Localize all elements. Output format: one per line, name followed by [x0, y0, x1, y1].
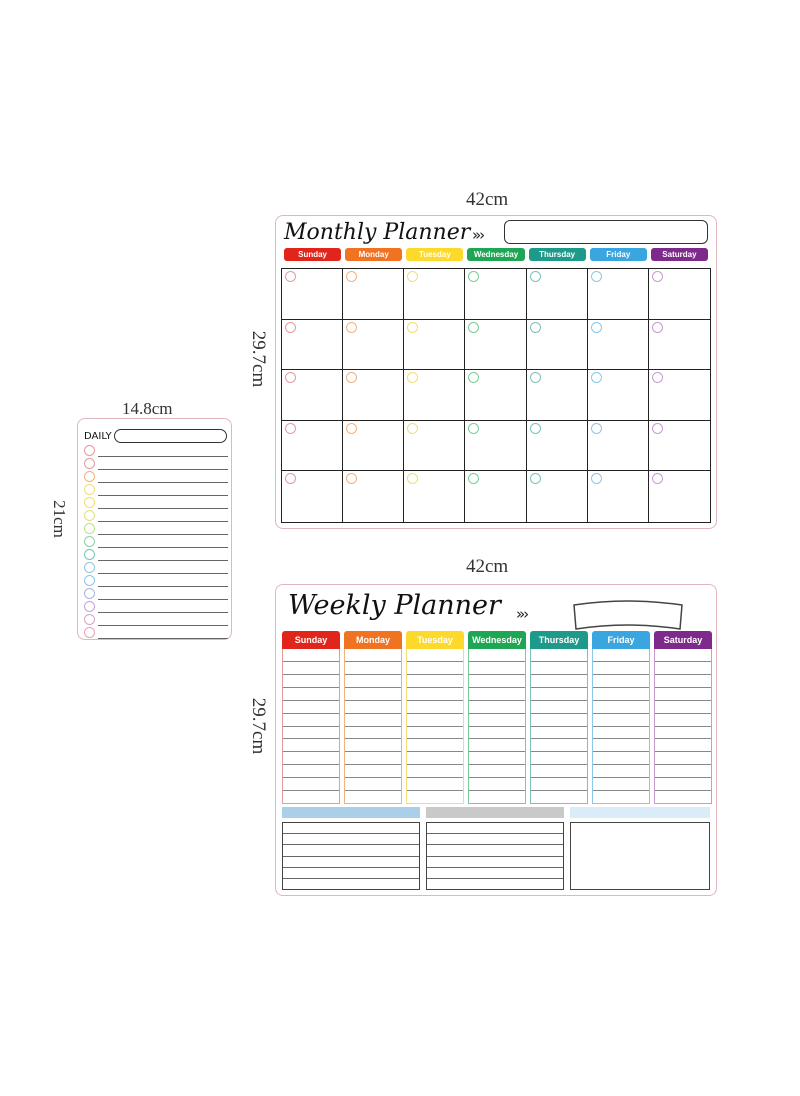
notes-lined-box-2[interactable]	[426, 822, 564, 890]
daily-date-field[interactable]	[114, 429, 227, 443]
calendar-day-cell[interactable]	[343, 370, 404, 421]
weekly-day-header	[282, 631, 712, 649]
date-circle-icon	[346, 322, 357, 333]
weekly-line	[469, 714, 525, 727]
date-circle-icon	[407, 423, 418, 434]
calendar-day-cell[interactable]	[527, 320, 588, 371]
date-circle-icon	[652, 423, 663, 434]
monthly-calendar-grid	[281, 268, 711, 523]
weekly-line	[407, 752, 463, 765]
calendar-day-cell[interactable]	[282, 269, 343, 320]
weekly-width-label: 42cm	[466, 556, 509, 577]
monthly-height-label: 29.7cm	[248, 330, 269, 388]
weekly-line	[531, 765, 587, 778]
date-circle-icon	[652, 322, 663, 333]
notes-line	[283, 834, 419, 845]
checkbox-circle-icon[interactable]	[84, 627, 95, 638]
weekly-line	[345, 765, 401, 778]
weekly-line	[655, 791, 711, 803]
date-circle-icon	[591, 473, 602, 484]
calendar-day-cell[interactable]	[343, 421, 404, 472]
task-line	[98, 573, 228, 574]
date-circle-icon	[468, 372, 479, 383]
calendar-day-cell[interactable]	[649, 320, 710, 371]
weekly-line	[531, 791, 587, 803]
notes-line	[283, 823, 419, 834]
weekly-line	[593, 675, 649, 688]
monthly-width-label: 42cm	[466, 189, 509, 210]
weekly-line	[345, 675, 401, 688]
weekly-line	[469, 649, 525, 662]
weekly-line	[593, 727, 649, 740]
notes-line	[427, 879, 563, 889]
calendar-day-cell[interactable]	[588, 370, 649, 421]
weekly-line	[345, 714, 401, 727]
calendar-day-cell[interactable]	[527, 471, 588, 522]
weekly-day-saturday: Saturday	[654, 631, 712, 649]
calendar-day-cell[interactable]	[465, 320, 526, 371]
checkbox-circle-icon[interactable]	[84, 497, 95, 508]
weekly-line	[593, 752, 649, 765]
weekly-line	[531, 714, 587, 727]
calendar-day-cell[interactable]	[282, 370, 343, 421]
weekly-day-monday: Monday	[344, 631, 402, 649]
checkbox-circle-icon[interactable]	[84, 523, 95, 534]
weekly-line	[283, 765, 339, 778]
task-line	[98, 456, 228, 457]
daily-task-row[interactable]	[84, 471, 228, 484]
notes-line	[427, 823, 563, 834]
task-line	[98, 586, 228, 587]
checkbox-circle-icon[interactable]	[84, 536, 95, 547]
notes-line	[427, 857, 563, 868]
weekly-line	[345, 701, 401, 714]
weekly-line	[469, 752, 525, 765]
weekly-day-columns	[282, 649, 712, 804]
checkbox-circle-icon[interactable]	[84, 549, 95, 560]
checkbox-circle-icon[interactable]	[84, 614, 95, 625]
monthly-day-sunday: Sunday	[284, 248, 341, 261]
task-line	[98, 560, 228, 561]
weekly-column-saturday[interactable]	[654, 649, 712, 804]
weekly-line	[407, 675, 463, 688]
calendar-day-cell[interactable]	[588, 269, 649, 320]
task-line	[98, 495, 228, 496]
weekly-line	[345, 778, 401, 791]
weekly-line	[593, 739, 649, 752]
date-circle-icon	[468, 322, 479, 333]
weekly-line	[531, 752, 587, 765]
weekly-line	[283, 714, 339, 727]
weekly-line	[283, 739, 339, 752]
weekly-line	[655, 675, 711, 688]
monthly-month-field[interactable]	[504, 220, 708, 244]
date-circle-icon	[285, 423, 296, 434]
task-line	[98, 508, 228, 509]
monthly-day-header	[284, 248, 708, 261]
weekly-line	[469, 791, 525, 803]
date-circle-icon	[346, 271, 357, 282]
calendar-day-cell[interactable]	[404, 269, 465, 320]
date-circle-icon	[346, 423, 357, 434]
notes-line	[427, 834, 563, 845]
date-circle-icon	[530, 271, 541, 282]
weekly-line	[407, 688, 463, 701]
date-circle-icon	[652, 372, 663, 383]
task-line	[98, 625, 228, 626]
monthly-day-tuesday: Tuesday	[406, 248, 463, 261]
weekly-line	[469, 688, 525, 701]
weekly-line	[345, 649, 401, 662]
calendar-day-cell[interactable]	[343, 320, 404, 371]
weekly-line	[283, 688, 339, 701]
weekly-line	[345, 662, 401, 675]
monthly-planner-board	[275, 215, 717, 529]
weekly-line	[655, 739, 711, 752]
weekly-line	[593, 778, 649, 791]
weekly-column-wednesday[interactable]	[468, 649, 526, 804]
date-circle-icon	[530, 473, 541, 484]
weekly-line	[345, 752, 401, 765]
notes-section-bar-2	[426, 807, 564, 818]
date-circle-icon	[468, 423, 479, 434]
notes-line	[283, 845, 419, 856]
weekly-column-sunday[interactable]	[282, 649, 340, 804]
weekly-line	[593, 649, 649, 662]
daily-task-row[interactable]	[84, 562, 228, 575]
weekly-column-friday[interactable]	[592, 649, 650, 804]
task-line	[98, 482, 228, 483]
weekly-line	[655, 662, 711, 675]
weekly-line	[593, 714, 649, 727]
calendar-day-cell[interactable]	[282, 471, 343, 522]
checkbox-circle-icon[interactable]	[84, 471, 95, 482]
weekly-day-friday: Friday	[592, 631, 650, 649]
date-circle-icon	[407, 271, 418, 282]
checkbox-circle-icon[interactable]	[84, 588, 95, 599]
task-line	[98, 638, 228, 639]
calendar-day-cell[interactable]	[343, 471, 404, 522]
date-circle-icon	[346, 473, 357, 484]
weekly-line	[531, 727, 587, 740]
weekly-line	[531, 739, 587, 752]
checkbox-circle-icon[interactable]	[84, 601, 95, 612]
weekly-line	[283, 675, 339, 688]
calendar-day-cell[interactable]	[649, 421, 710, 472]
calendar-day-cell[interactable]	[588, 320, 649, 371]
monthly-day-monday: Monday	[345, 248, 402, 261]
date-circle-icon	[407, 372, 418, 383]
weekly-line	[593, 765, 649, 778]
weekly-line	[407, 727, 463, 740]
weekly-line	[407, 649, 463, 662]
date-circle-icon	[530, 423, 541, 434]
date-circle-icon	[468, 473, 479, 484]
weekly-line	[655, 765, 711, 778]
weekly-planner-title: Weekly Planner	[288, 590, 501, 621]
daily-planner-board	[77, 418, 232, 640]
task-line	[98, 547, 228, 548]
calendar-day-cell[interactable]	[465, 471, 526, 522]
date-circle-icon	[591, 423, 602, 434]
date-circle-icon	[285, 271, 296, 282]
weekly-line	[593, 791, 649, 803]
checkbox-circle-icon[interactable]	[84, 484, 95, 495]
notes-blank-box[interactable]	[570, 822, 710, 890]
task-line	[98, 599, 228, 600]
weekly-line	[531, 778, 587, 791]
date-circle-icon	[591, 271, 602, 282]
daily-task-row[interactable]	[84, 484, 228, 497]
date-circle-icon	[285, 372, 296, 383]
calendar-day-cell[interactable]	[282, 320, 343, 371]
calendar-day-cell[interactable]	[588, 421, 649, 472]
date-circle-icon	[530, 322, 541, 333]
task-line	[98, 534, 228, 535]
date-circle-icon	[346, 372, 357, 383]
daily-planner-title: DAILY	[84, 431, 112, 442]
checkbox-circle-icon[interactable]	[84, 562, 95, 573]
weekly-height-label: 29.7cm	[248, 697, 269, 755]
weekly-line	[469, 739, 525, 752]
weekly-line	[655, 688, 711, 701]
notes-section-bar-1	[282, 807, 420, 818]
calendar-day-cell[interactable]	[649, 269, 710, 320]
monthly-day-saturday: Saturday	[651, 248, 708, 261]
weekly-line	[531, 675, 587, 688]
date-circle-icon	[652, 473, 663, 484]
date-circle-icon	[530, 372, 541, 383]
calendar-day-cell[interactable]	[527, 370, 588, 421]
weekly-day-thursday: Thursday	[530, 631, 588, 649]
calendar-day-cell[interactable]	[649, 471, 710, 522]
checkbox-circle-icon[interactable]	[84, 445, 95, 456]
weekly-line	[407, 701, 463, 714]
checkbox-circle-icon[interactable]	[84, 575, 95, 586]
weekly-line	[345, 688, 401, 701]
weekly-line	[407, 662, 463, 675]
calendar-day-cell[interactable]	[343, 269, 404, 320]
calendar-day-cell[interactable]	[404, 370, 465, 421]
weekly-line	[469, 778, 525, 791]
weekly-line	[655, 752, 711, 765]
weekly-line	[655, 701, 711, 714]
daily-task-row[interactable]	[84, 614, 228, 627]
notes-line	[427, 845, 563, 856]
date-circle-icon	[407, 322, 418, 333]
calendar-day-cell[interactable]	[282, 421, 343, 472]
checkbox-circle-icon[interactable]	[84, 510, 95, 521]
daily-task-row[interactable]	[84, 536, 228, 549]
weekly-line	[283, 752, 339, 765]
weekly-line	[407, 765, 463, 778]
task-line	[98, 521, 228, 522]
calendar-day-cell[interactable]	[404, 320, 465, 371]
weekly-line	[469, 727, 525, 740]
calendar-day-cell[interactable]	[465, 370, 526, 421]
daily-task-row[interactable]	[84, 523, 228, 536]
weekly-day-sunday: Sunday	[282, 631, 340, 649]
calendar-day-cell[interactable]	[465, 421, 526, 472]
notes-lined-box-1[interactable]	[282, 822, 420, 890]
daily-task-row[interactable]	[84, 627, 228, 640]
weekly-line	[283, 701, 339, 714]
date-circle-icon	[652, 271, 663, 282]
calendar-day-cell[interactable]	[404, 471, 465, 522]
monthly-day-friday: Friday	[590, 248, 647, 261]
monthly-planner-title: Monthly Planner	[284, 220, 471, 245]
weekly-line	[655, 727, 711, 740]
weekly-line	[345, 727, 401, 740]
calendar-day-cell[interactable]	[649, 370, 710, 421]
task-line	[98, 469, 228, 470]
weekly-line	[283, 727, 339, 740]
weekly-line	[655, 714, 711, 727]
weekly-line	[345, 791, 401, 803]
weekly-line	[531, 649, 587, 662]
weekly-day-tuesday: Tuesday	[406, 631, 464, 649]
calendar-day-cell[interactable]	[527, 421, 588, 472]
date-circle-icon	[407, 473, 418, 484]
checkbox-circle-icon[interactable]	[84, 458, 95, 469]
weekly-line	[531, 662, 587, 675]
weekly-column-monday[interactable]	[344, 649, 402, 804]
arrows-icon: »›	[472, 226, 484, 244]
daily-height-label: 21cm	[50, 500, 69, 538]
weekly-planner-board	[275, 584, 717, 896]
weekly-line	[593, 662, 649, 675]
notes-line	[283, 857, 419, 868]
daily-task-row[interactable]	[84, 549, 228, 562]
task-line	[98, 612, 228, 613]
date-circle-icon	[468, 271, 479, 282]
notes-line	[283, 879, 419, 889]
weekly-line	[345, 739, 401, 752]
date-circle-icon	[285, 473, 296, 484]
weekly-line	[531, 701, 587, 714]
arrows-icon: »›	[516, 605, 528, 623]
weekly-line	[593, 688, 649, 701]
weekly-line	[283, 791, 339, 803]
week-banner-field[interactable]	[572, 599, 684, 631]
notes-line	[427, 868, 563, 879]
weekly-line	[407, 778, 463, 791]
weekly-day-wednesday: Wednesday	[468, 631, 526, 649]
daily-task-row[interactable]	[84, 458, 228, 471]
daily-width-label: 14.8cm	[122, 399, 173, 418]
calendar-day-cell[interactable]	[588, 471, 649, 522]
weekly-line	[469, 701, 525, 714]
date-circle-icon	[591, 322, 602, 333]
weekly-column-thursday[interactable]	[530, 649, 588, 804]
weekly-line	[469, 675, 525, 688]
weekly-line	[655, 649, 711, 662]
weekly-line	[407, 714, 463, 727]
weekly-line	[283, 778, 339, 791]
weekly-line	[469, 765, 525, 778]
weekly-line	[283, 649, 339, 662]
daily-task-row[interactable]	[84, 601, 228, 614]
daily-task-row[interactable]	[84, 445, 228, 458]
daily-task-row[interactable]	[84, 575, 228, 588]
monthly-day-thursday: Thursday	[529, 248, 586, 261]
date-circle-icon	[285, 322, 296, 333]
weekly-line	[469, 662, 525, 675]
weekly-line	[531, 688, 587, 701]
weekly-line	[655, 778, 711, 791]
weekly-line	[283, 662, 339, 675]
daily-task-row[interactable]	[84, 497, 228, 510]
calendar-day-cell[interactable]	[527, 269, 588, 320]
daily-task-row[interactable]	[84, 510, 228, 523]
notes-section-bar-3	[570, 807, 710, 818]
notes-line	[283, 868, 419, 879]
weekly-line	[593, 701, 649, 714]
calendar-day-cell[interactable]	[404, 421, 465, 472]
calendar-day-cell[interactable]	[465, 269, 526, 320]
weekly-column-tuesday[interactable]	[406, 649, 464, 804]
date-circle-icon	[591, 372, 602, 383]
weekly-line	[407, 739, 463, 752]
weekly-line	[407, 791, 463, 803]
monthly-day-wednesday: Wednesday	[467, 248, 524, 261]
daily-task-row[interactable]	[84, 588, 228, 601]
